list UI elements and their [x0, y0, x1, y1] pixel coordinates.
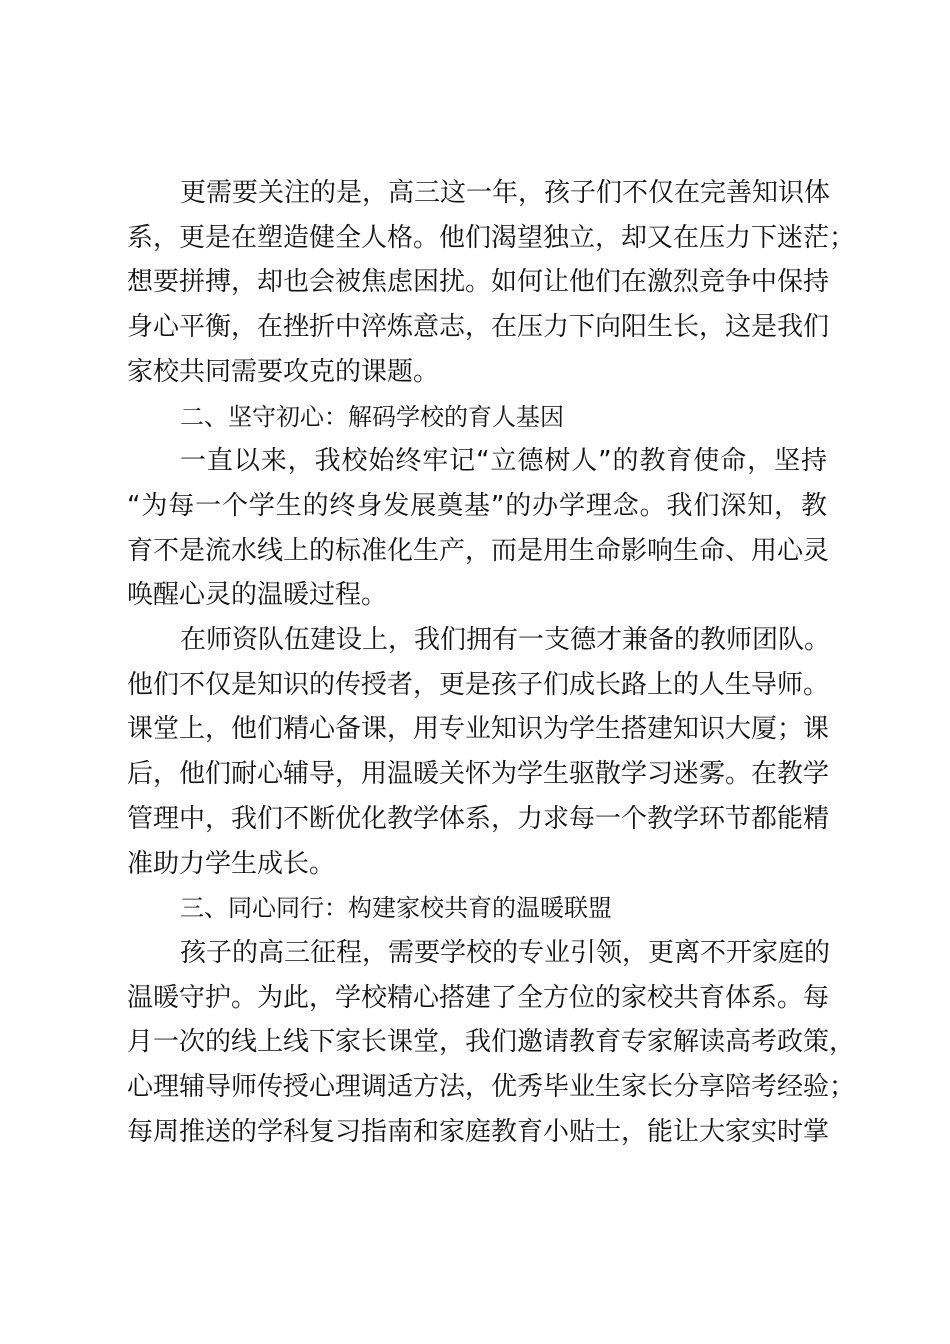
paragraph-line: 更需要关注的是，高三这一年，孩子们不仅在完善知识体: [180, 178, 831, 208]
paragraph-line: 在师资队伍建设上，我们拥有一支德才兼备的教师团队。: [180, 625, 831, 655]
paragraph-line: 课堂上，他们精心备课，用专业知识为学生搭建知识大厦；课: [127, 714, 830, 745]
section-heading: 二、坚守初心：解码学校的育人基因: [180, 402, 564, 431]
paragraph-line: 家校共同需要攻克的课题。: [127, 356, 440, 387]
section-heading: 三、同心同行：构建家校共育的温暖联盟: [180, 894, 612, 923]
paragraph-line: “为每一个学生的终身发展奠基”的办学理念。我们深知，教: [127, 490, 827, 521]
paragraph-line: 身心平衡，在挫折中淬炼意志，在压力下向阳生长，这是我们: [127, 312, 830, 343]
paragraph-line: 想要拼搏，却也会被焦虑困扰。如何让他们在激烈竞争中保持: [127, 267, 830, 298]
paragraph-line: 系，更是在塑造健全人格。他们渴望独立，却又在压力下迷茫；: [127, 222, 856, 253]
paragraph-line: 月一次的线上线下家长课堂，我们邀请教育专家解读高考政策，: [127, 1027, 856, 1058]
paragraph-line: 心理辅导师传授心理调适方法，优秀毕业生家长分享陪考经验；: [127, 1072, 856, 1102]
paragraph-line: 准助力学生成长。: [127, 848, 336, 879]
paragraph-line: 温暖守护。为此，学校精心搭建了全方位的家校共育体系。每: [127, 982, 830, 1013]
paragraph-line: 后，他们耐心辅导，用温暖关怀为学生驱散学习迷雾。在教学: [127, 759, 830, 790]
paragraph-line: 每周推送的学科复习指南和家庭教育小贴士，能让大家实时掌: [127, 1116, 830, 1147]
paragraph-line: 唤醒心灵的温暖过程。: [127, 580, 388, 611]
paragraph-line: 他们不仅是知识的传授者，更是孩子们成长路上的人生导师。: [127, 669, 830, 700]
paragraph-line: 管理中，我们不断优化教学体系，力求每一个教学环节都能精: [127, 803, 830, 834]
paragraph-line: 一直以来，我校始终牢记“立德树人”的教育使命，坚持: [180, 446, 827, 477]
paragraph-line: 孩子的高三征程，需要学校的专业引领，更离不开家庭的: [180, 937, 831, 968]
paragraph-line: 育不是流水线上的标准化生产，而是用生命影响生命、用心灵: [127, 535, 830, 566]
